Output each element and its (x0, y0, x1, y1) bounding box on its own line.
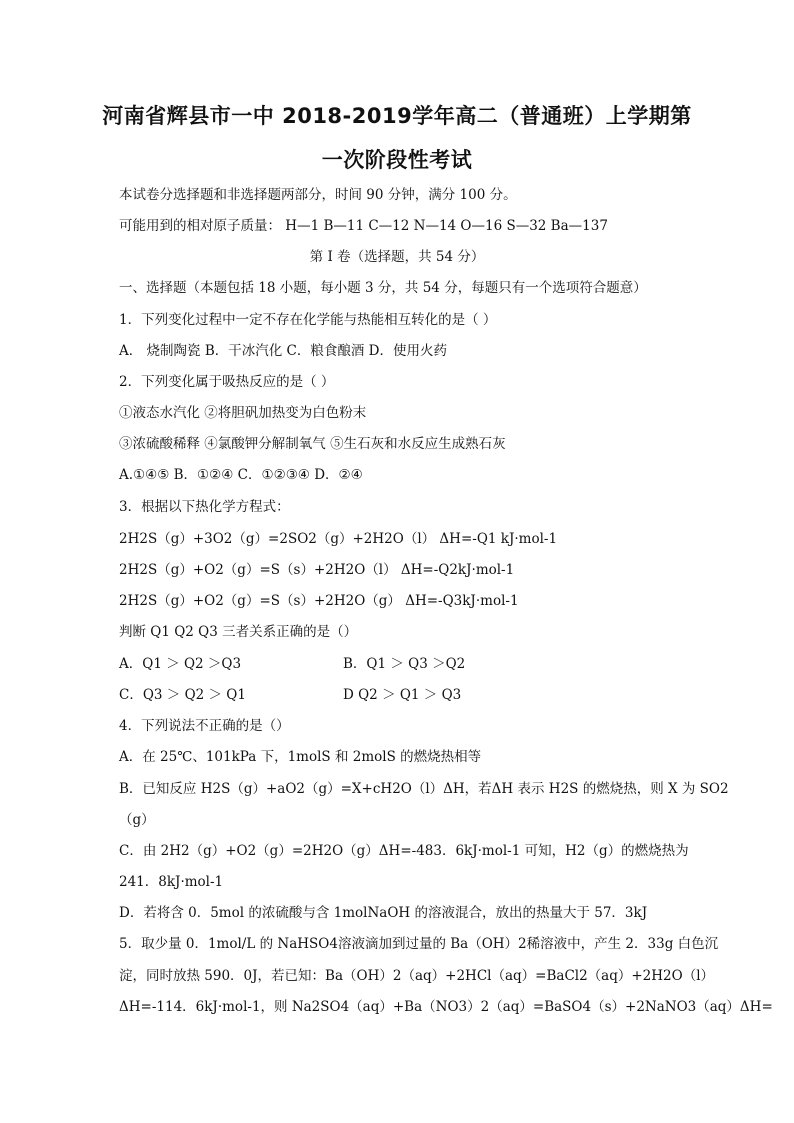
q3-equation2: 2H2S（g）+O2（g）=S（s）+2H2O（l） ΔH=-Q2kJ·mol-1 (119, 562, 515, 578)
q4-option-c-cont: 241．8kJ·mol-1 (119, 874, 224, 890)
section-heading: 第 I 卷（选择题，共 54 分） (309, 249, 485, 265)
q3-stem: 3．根据以下热化学方程式： (119, 499, 290, 515)
q3-option-d: D Q2 ＞ Q1 ＞ Q3 (343, 687, 462, 703)
exam-title-line2: 一次阶段性考试 (321, 148, 473, 172)
q4-option-b: B．已知反应 H2S（g）+aO2（g）=X+cH2O（l）ΔH，若ΔH 表示 H2S 的燃烧热，则 X 为 SO2 (119, 781, 729, 797)
exam-title-line1: 河南省辉县市一中 2018-2019学年高二（普通班）上学期第 (102, 104, 692, 128)
q5-line3: ΔH=-114．6kJ·mol-1，则 Na2SO4（aq）+Ba（NO3）2（aq）=BaSO4（s）+2NaNO3（aq）ΔH= (119, 999, 773, 1015)
q4-stem: 4．下列说法不正确的是（） (119, 718, 290, 734)
q2-items2: ③浓硫酸稀释 ④氯酸钾分解制氧气 ⑤生石灰和水反应生成熟石灰 (119, 436, 506, 452)
q2-stem: 2．下列变化属于吸热反应的是（ ） (119, 374, 335, 390)
q3-option-c: C．Q3 ＞ Q2 ＞ Q1 (119, 687, 246, 703)
q3-judge: 判断 Q1 Q2 Q3 三者关系正确的是（） (119, 624, 358, 640)
q4-option-a: A．在 25℃、101kPa 下，1molS 和 2molS 的燃烧热相等 (119, 749, 482, 765)
q3-equation3: 2H2S（g）+O2（g）=S（s）+2H2O（g） ΔH=-Q3kJ·mol-1 (119, 593, 519, 609)
q2-items1: ①液态水汽化 ②将胆矾加热变为白色粉末 (119, 405, 367, 421)
intro-line1: 本试卷分选择题和非选择题两部分，时间 90 分钟，满分 100 分。 (119, 187, 517, 203)
q4-option-b-cont: （g） (119, 812, 155, 828)
q2-options: A.①④⑤ B．①②④ C．①②③④ D．②④ (119, 467, 363, 483)
q1-stem: 1．下列变化过程中一定不存在化学能与热能相互转化的是（ ） (119, 312, 497, 328)
intro-line2: 可能用到的相对原子质量： H—1 B—11 C—12 N—14 O—16 S—32 Ba—137 (119, 218, 608, 234)
q3-option-b: B．Q1 ＞ Q3 ＞Q2 (343, 656, 466, 672)
q3-option-a: A．Q1 ＞ Q2 ＞Q3 (119, 656, 242, 672)
q1-options: A． 烧制陶瓷 B．干冰汽化 C．粮食酿酒 D．使用火药 (119, 343, 447, 359)
q3-equation1: 2H2S（g）+3O2（g）=2SO2（g）+2H2O（l） ΔH=-Q1 kJ·mol-1 (119, 531, 558, 547)
section-part1: 一、选择题（本题包括 18 小题，每小题 3 分，共 54 分，每题只有一个选项符合题意） (119, 280, 647, 296)
q4-option-c: C．由 2H2（g）+O2（g）=2H2O（g）ΔH=-483．6kJ·mol-1 可知，H2（g）的燃烧热为 (119, 843, 689, 859)
q5-line2: 淀，同时放热 590．0J，若已知：Ba（OH）2（aq）+2HCl（aq）=BaCl2（aq）+2H2O（l） (119, 968, 715, 984)
q5-line1: 5．取少量 0．1mol/L 的 NaHSO4溶液滴加到过量的 Ba（OH）2稀溶液中，产生 2．33g 白色沉 (119, 936, 719, 952)
q4-option-d: D．若将含 0．5mol 的浓硫酸与含 1molNaOH 的溶液混合，放出的热量大于 57．3kJ (119, 905, 648, 921)
